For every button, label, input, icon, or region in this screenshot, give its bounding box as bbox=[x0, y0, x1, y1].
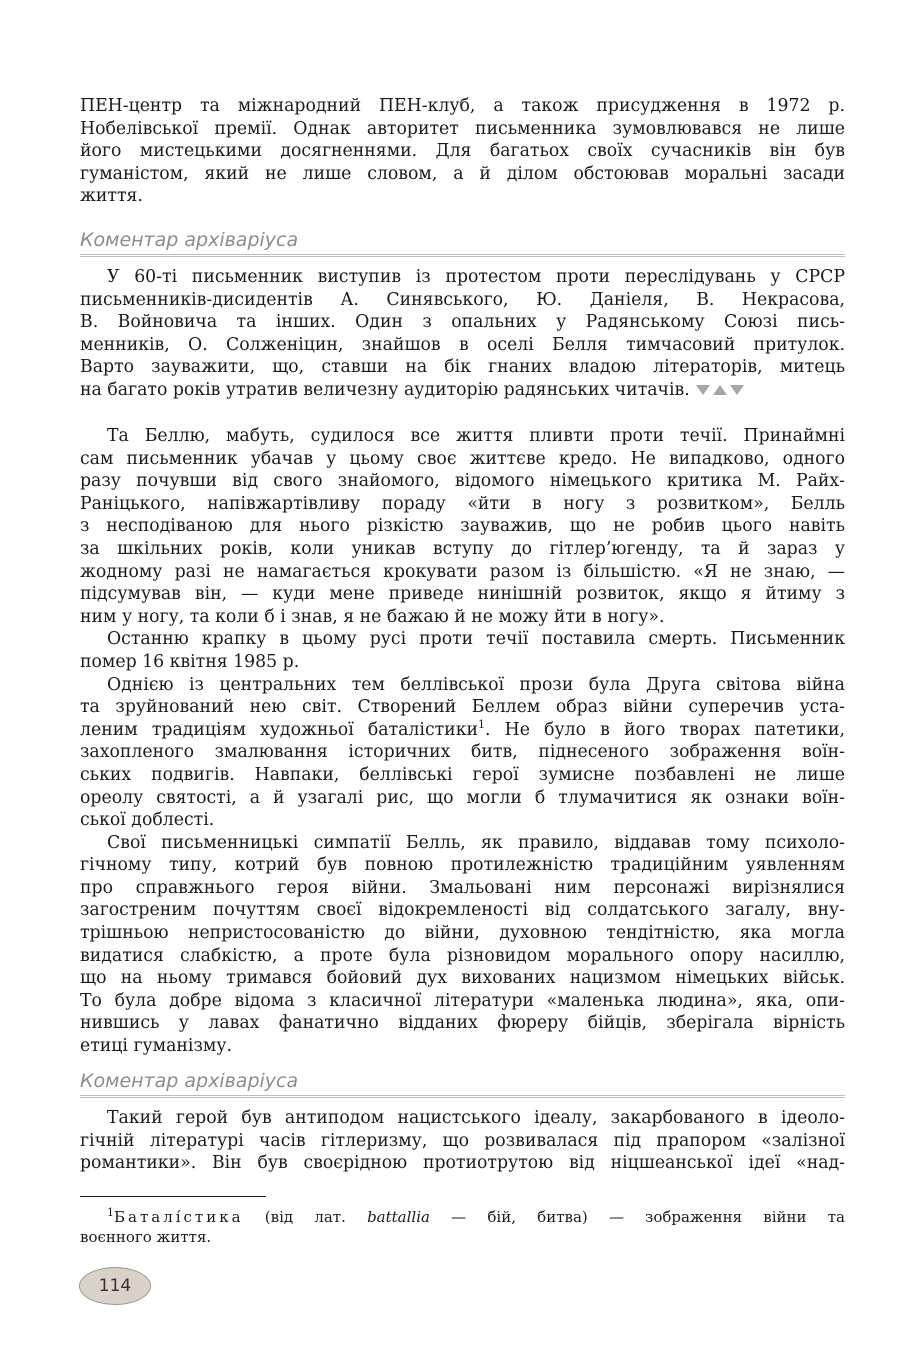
footnote-divider bbox=[80, 1196, 266, 1197]
text-line: романтики». Він був своєрідною протиотрутою від ніцшеанської ідеї «над- bbox=[80, 1153, 845, 1174]
text-line: У 60-ті письменник виступив із протестом проти переслідувань у СРСР bbox=[107, 267, 845, 287]
text-line: що на ньому тримався бойовий дух вихованих нацизмом німецьких військ. bbox=[80, 968, 845, 989]
text-line: підсумував він, — куди мене приведе нинішній розвиток, якщо я йтиму з bbox=[80, 584, 845, 605]
text-line: ним у ногу, та коли б і знав, я не бажаю й не можу йти в ногу». bbox=[80, 606, 665, 627]
archivist-comment-text bbox=[80, 1107, 845, 1175]
text-line: його мистецькими досягненнями. Для багатьох своїх сучасників він був bbox=[80, 141, 845, 162]
text-line: нившись у лавах фанатично відданих фюреру бійців, зберігала вірність bbox=[80, 1013, 845, 1034]
text-line: Варто зауважити, що, ставши на бік гнаних владою літераторів, митець bbox=[80, 357, 845, 378]
text-line: письменників-дисидентів А. Синявського, Ю. Даніеля, В. Некрасова, bbox=[80, 289, 845, 310]
text-line-last bbox=[80, 379, 845, 402]
text-line: захопленого змалювання історичних битв, піднесеного зображення воїн- bbox=[80, 742, 845, 763]
text-fragment: — бій, битва) — зображення війни та bbox=[429, 1208, 845, 1226]
text-line: Та Беллю, мабуть, судилося все життя пливти проти течії. Принаймні bbox=[107, 426, 845, 446]
text-line: Нобелівської премії. Однак авторитет письменника зумовлювався не лише bbox=[80, 118, 845, 139]
footnote-line: воєнного життя. bbox=[80, 1228, 212, 1246]
text-line: гічному типу, котрий був повною протилежністю традиційним уявленням bbox=[80, 855, 845, 876]
text-fragment: . Не було в його творах патетики, bbox=[485, 719, 845, 740]
footnote-term: Баталі́стика bbox=[114, 1208, 244, 1226]
text-line: з несподіваною для нього різкістю зауважив, що не робив цього навіть bbox=[80, 516, 845, 537]
intro-paragraph bbox=[80, 95, 845, 208]
footnote-line bbox=[80, 1207, 845, 1227]
text-line: менників, О. Солженіцин, знайшов в оселі Белля тимчасовий притулок. bbox=[80, 334, 845, 355]
text-line: Такий герой був антиподом нацистського ідеалу, закарбованого в ідеоло- bbox=[107, 1108, 845, 1128]
text-line: сам письменник убачав у цьому своє життєве кредо. Не випадково, одного bbox=[80, 448, 845, 469]
triangle-divider-icon bbox=[696, 384, 744, 396]
main-text bbox=[80, 425, 845, 1058]
text-line: жодному разі не намагається крокувати разом із більшістю. «Я не знаю, — bbox=[80, 561, 845, 582]
text-line: та зруйнований нею світ. Створений Беллем образ війни суперечив уста- bbox=[80, 697, 845, 718]
text-line: ських подвигів. Навпаки, беллівські герої зумисне позбавлені не лише bbox=[80, 764, 845, 785]
text-line: Однією із центральних тем беллівської прози була Друга світова війна bbox=[107, 674, 845, 695]
text-line: видатися слабкістю, а проте була різновидом морального опору насиллю, bbox=[80, 945, 845, 966]
text-line: етиці гуманізму. bbox=[80, 1036, 232, 1057]
text-line: за шкільних років, коли уникав вступу до гітлер’югенду, та й зараз у bbox=[80, 538, 845, 559]
text-line: помер 16 квітня 1985 р. bbox=[80, 651, 300, 672]
text-line: гуманістом, який не лише словом, а й ділом обстоював моральні засади bbox=[80, 163, 845, 184]
archivist-comment-heading: Коментар архіваріуса bbox=[80, 1069, 845, 1098]
text-line: ської доблесті. bbox=[80, 810, 215, 831]
archivist-comment-heading: Коментар архіваріуса bbox=[80, 228, 845, 257]
text-line: ПЕН-центр та міжнародний ПЕН-клуб, а також присудження в 1972 р. bbox=[80, 96, 845, 116]
text-line: ореолу святості, а й узагалі рис, що могли б тлумачитися як ознаки воїн- bbox=[80, 787, 845, 808]
footnote-mark: 1 bbox=[107, 1206, 114, 1219]
footnote-latin: battallia bbox=[367, 1208, 430, 1226]
text-fragment: (від лат. bbox=[243, 1208, 368, 1226]
text-line: Останню крапку в цьому русі проти течії поставила смерть. Письменник bbox=[107, 629, 845, 650]
archivist-comment-text bbox=[80, 266, 845, 402]
page-number: 114 bbox=[79, 1267, 151, 1305]
text-line: загостреним почуттям своєї відокремленості від солдатського загалу, вну- bbox=[80, 900, 845, 921]
text-line-with-footnote bbox=[80, 719, 845, 742]
text-line: про справжнього героя війни. Змальовані ним персонажі вирізнялися bbox=[80, 877, 845, 898]
footnote-reference[interactable]: 1 bbox=[478, 717, 486, 731]
text-line: гічній літературі часів гітлеризму, що розвивалася під прапором «залізної bbox=[80, 1130, 845, 1151]
text-line: То була добре відома з класичної літератури «маленька людина», яка, опи- bbox=[80, 990, 845, 1011]
text-line: разу почувши від свого знайомого, відомого німецького критика М. Райх- bbox=[80, 471, 845, 492]
text-line: на багато років утратив величезну аудиторію радянських читачів. bbox=[80, 379, 690, 400]
text-line: Свої письменницькі симпатії Белль, як правило, віддавав тому психоло- bbox=[107, 832, 845, 853]
text-line: трішньою непристосованістю до війни, духовною тендітністю, яка могла bbox=[80, 923, 845, 944]
text-line: Раніцького, напівжартівливу пораду «йти в ногу з розвитком», Белль bbox=[80, 493, 845, 514]
text-line: В. Войновича та інших. Один з опальних у Радянському Союзі пись- bbox=[80, 312, 845, 333]
footnote bbox=[80, 1207, 845, 1247]
text-line: життя. bbox=[80, 186, 143, 207]
text-fragment: леним традиціям художньої баталістики bbox=[80, 719, 479, 740]
